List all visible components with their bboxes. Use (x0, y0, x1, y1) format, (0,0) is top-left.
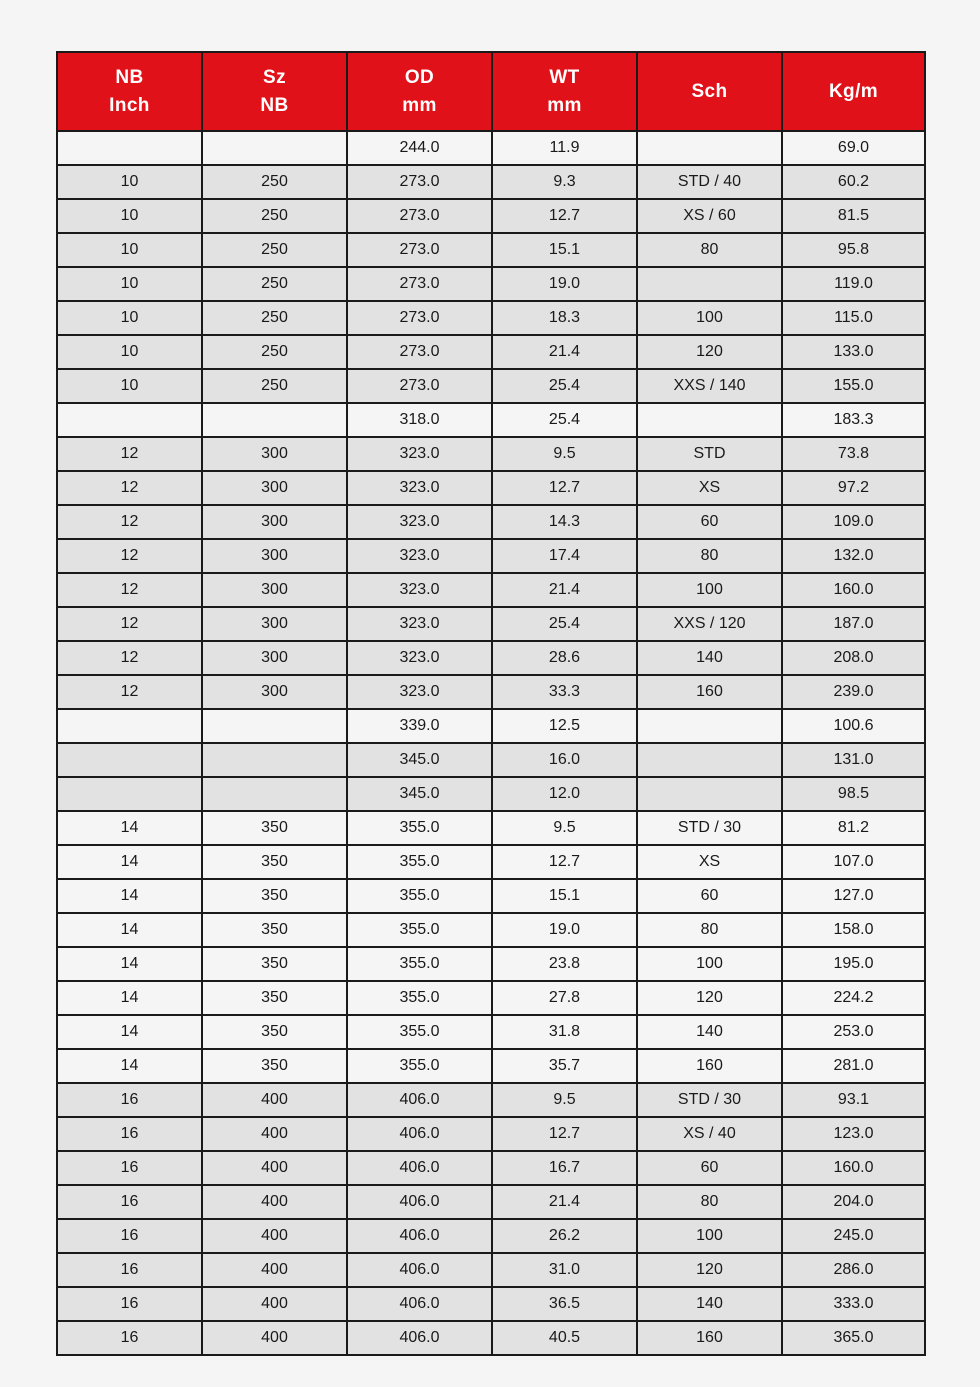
cell-wt_mm: 11.9 (492, 131, 637, 165)
cell-kg_m: 239.0 (782, 675, 925, 709)
cell-od_mm: 355.0 (347, 879, 492, 913)
cell-od_mm: 323.0 (347, 573, 492, 607)
cell-wt_mm: 15.1 (492, 233, 637, 267)
cell-kg_m: 286.0 (782, 1253, 925, 1287)
cell-wt_mm: 31.0 (492, 1253, 637, 1287)
cell-kg_m: 333.0 (782, 1287, 925, 1321)
cell-wt_mm: 25.4 (492, 607, 637, 641)
cell-kg_m: 123.0 (782, 1117, 925, 1151)
cell-od_mm: 323.0 (347, 505, 492, 539)
column-header-line1: WT (549, 66, 580, 88)
cell-wt_mm: 9.3 (492, 165, 637, 199)
table-row (57, 437, 925, 471)
table-row (57, 913, 925, 947)
cell-od_mm: 355.0 (347, 1015, 492, 1049)
cell-sz_nb: 350 (202, 1015, 347, 1049)
cell-kg_m: 187.0 (782, 607, 925, 641)
table-row (57, 675, 925, 709)
table-row (57, 709, 925, 743)
cell-sz_nb: 400 (202, 1083, 347, 1117)
table-row (57, 1219, 925, 1253)
cell-sch: 80 (637, 913, 782, 947)
cell-nb_inch (57, 777, 202, 811)
cell-sz_nb: 350 (202, 879, 347, 913)
cell-sz_nb: 250 (202, 369, 347, 403)
column-header-sz_nb (202, 52, 347, 131)
cell-sz_nb: 300 (202, 675, 347, 709)
cell-kg_m: 107.0 (782, 845, 925, 879)
cell-nb_inch: 14 (57, 947, 202, 981)
table-row (57, 743, 925, 777)
cell-od_mm: 273.0 (347, 165, 492, 199)
cell-od_mm: 406.0 (347, 1321, 492, 1355)
cell-sz_nb (202, 131, 347, 165)
table-row (57, 301, 925, 335)
cell-sch: 80 (637, 539, 782, 573)
table-row (57, 777, 925, 811)
cell-od_mm: 273.0 (347, 233, 492, 267)
column-header-line1: OD (404, 66, 435, 88)
cell-sch (637, 267, 782, 301)
cell-od_mm: 406.0 (347, 1117, 492, 1151)
cell-kg_m: 195.0 (782, 947, 925, 981)
cell-kg_m: 132.0 (782, 539, 925, 573)
cell-sz_nb (202, 403, 347, 437)
cell-wt_mm: 33.3 (492, 675, 637, 709)
cell-sz_nb: 400 (202, 1287, 347, 1321)
cell-wt_mm: 9.5 (492, 437, 637, 471)
cell-wt_mm: 27.8 (492, 981, 637, 1015)
cell-nb_inch: 10 (57, 369, 202, 403)
column-header-line2: mm (547, 94, 582, 116)
cell-sz_nb: 400 (202, 1117, 347, 1151)
table-row (57, 811, 925, 845)
column-header-wt_mm (492, 52, 637, 131)
cell-sch: 160 (637, 1049, 782, 1083)
cell-sch: XXS / 140 (637, 369, 782, 403)
cell-nb_inch: 16 (57, 1083, 202, 1117)
cell-sch: 120 (637, 981, 782, 1015)
cell-wt_mm: 19.0 (492, 913, 637, 947)
column-header-line2: mm (402, 94, 437, 116)
cell-nb_inch: 10 (57, 267, 202, 301)
cell-od_mm: 273.0 (347, 301, 492, 335)
table-row (57, 879, 925, 913)
cell-sz_nb: 300 (202, 641, 347, 675)
table-row (57, 403, 925, 437)
cell-nb_inch: 12 (57, 437, 202, 471)
cell-od_mm: 318.0 (347, 403, 492, 437)
cell-sz_nb (202, 709, 347, 743)
cell-nb_inch: 14 (57, 1049, 202, 1083)
cell-nb_inch: 10 (57, 301, 202, 335)
cell-sz_nb: 400 (202, 1321, 347, 1355)
cell-wt_mm: 15.1 (492, 879, 637, 913)
cell-kg_m: 109.0 (782, 505, 925, 539)
cell-od_mm: 355.0 (347, 947, 492, 981)
cell-sch: STD / 40 (637, 165, 782, 199)
cell-wt_mm: 18.3 (492, 301, 637, 335)
table-row (57, 165, 925, 199)
cell-od_mm: 273.0 (347, 267, 492, 301)
cell-od_mm: 323.0 (347, 607, 492, 641)
cell-od_mm: 406.0 (347, 1083, 492, 1117)
cell-sch (637, 403, 782, 437)
table-row (57, 1287, 925, 1321)
cell-sch: 120 (637, 335, 782, 369)
cell-wt_mm: 31.8 (492, 1015, 637, 1049)
cell-sch: XS (637, 845, 782, 879)
cell-sch: 60 (637, 1151, 782, 1185)
cell-wt_mm: 9.5 (492, 1083, 637, 1117)
table-row (57, 267, 925, 301)
cell-sch: 60 (637, 879, 782, 913)
table-row (57, 471, 925, 505)
cell-wt_mm: 35.7 (492, 1049, 637, 1083)
cell-sz_nb: 350 (202, 845, 347, 879)
cell-sz_nb: 250 (202, 267, 347, 301)
cell-sz_nb: 300 (202, 573, 347, 607)
cell-sch (637, 743, 782, 777)
cell-nb_inch (57, 403, 202, 437)
cell-sch: XS / 40 (637, 1117, 782, 1151)
cell-kg_m: 115.0 (782, 301, 925, 335)
pipe-dimensions-table-container (56, 51, 924, 1356)
cell-kg_m: 160.0 (782, 573, 925, 607)
cell-sch (637, 777, 782, 811)
cell-od_mm: 345.0 (347, 777, 492, 811)
table-row (57, 1083, 925, 1117)
cell-kg_m: 158.0 (782, 913, 925, 947)
cell-nb_inch: 16 (57, 1117, 202, 1151)
cell-kg_m: 60.2 (782, 165, 925, 199)
table-row (57, 1049, 925, 1083)
cell-kg_m: 97.2 (782, 471, 925, 505)
cell-kg_m: 73.8 (782, 437, 925, 471)
cell-kg_m: 204.0 (782, 1185, 925, 1219)
table-header-row (57, 52, 925, 131)
cell-wt_mm: 9.5 (492, 811, 637, 845)
cell-wt_mm: 19.0 (492, 267, 637, 301)
cell-kg_m: 100.6 (782, 709, 925, 743)
table-row (57, 505, 925, 539)
cell-kg_m: 131.0 (782, 743, 925, 777)
table-row (57, 1253, 925, 1287)
cell-nb_inch: 10 (57, 199, 202, 233)
table-row (57, 947, 925, 981)
cell-od_mm: 323.0 (347, 471, 492, 505)
cell-od_mm: 323.0 (347, 675, 492, 709)
cell-nb_inch (57, 743, 202, 777)
cell-sz_nb (202, 743, 347, 777)
cell-sch: 160 (637, 1321, 782, 1355)
table-row (57, 845, 925, 879)
cell-sz_nb: 350 (202, 981, 347, 1015)
cell-wt_mm: 25.4 (492, 369, 637, 403)
cell-od_mm: 355.0 (347, 913, 492, 947)
cell-sch: STD / 30 (637, 811, 782, 845)
cell-od_mm: 323.0 (347, 641, 492, 675)
cell-od_mm: 244.0 (347, 131, 492, 165)
cell-nb_inch: 10 (57, 165, 202, 199)
column-header-od_mm (347, 52, 492, 131)
cell-od_mm: 406.0 (347, 1151, 492, 1185)
cell-wt_mm: 14.3 (492, 505, 637, 539)
cell-wt_mm: 21.4 (492, 335, 637, 369)
table-row (57, 607, 925, 641)
cell-nb_inch: 12 (57, 471, 202, 505)
cell-nb_inch: 16 (57, 1185, 202, 1219)
table-row (57, 1015, 925, 1049)
cell-sch (637, 131, 782, 165)
cell-sch: XXS / 120 (637, 607, 782, 641)
table-row (57, 641, 925, 675)
table-body (57, 131, 925, 1355)
cell-sz_nb: 400 (202, 1253, 347, 1287)
cell-od_mm: 323.0 (347, 539, 492, 573)
cell-nb_inch: 12 (57, 539, 202, 573)
cell-sch: 120 (637, 1253, 782, 1287)
cell-sch: XS (637, 471, 782, 505)
cell-od_mm: 273.0 (347, 335, 492, 369)
cell-od_mm: 273.0 (347, 199, 492, 233)
cell-sz_nb: 300 (202, 505, 347, 539)
cell-od_mm: 345.0 (347, 743, 492, 777)
cell-nb_inch: 14 (57, 811, 202, 845)
cell-nb_inch: 12 (57, 641, 202, 675)
cell-wt_mm: 21.4 (492, 573, 637, 607)
cell-od_mm: 406.0 (347, 1287, 492, 1321)
table-row (57, 335, 925, 369)
cell-od_mm: 355.0 (347, 981, 492, 1015)
cell-sz_nb: 300 (202, 471, 347, 505)
table-row (57, 1117, 925, 1151)
cell-kg_m: 69.0 (782, 131, 925, 165)
cell-nb_inch: 12 (57, 607, 202, 641)
cell-sch: 100 (637, 1219, 782, 1253)
cell-kg_m: 81.2 (782, 811, 925, 845)
cell-nb_inch: 16 (57, 1287, 202, 1321)
cell-wt_mm: 12.7 (492, 1117, 637, 1151)
cell-od_mm: 406.0 (347, 1219, 492, 1253)
cell-sch: 80 (637, 233, 782, 267)
cell-sz_nb: 250 (202, 199, 347, 233)
cell-wt_mm: 21.4 (492, 1185, 637, 1219)
cell-sch: STD / 30 (637, 1083, 782, 1117)
cell-sch: 140 (637, 1287, 782, 1321)
cell-sch: 140 (637, 1015, 782, 1049)
cell-kg_m: 81.5 (782, 199, 925, 233)
table-row (57, 131, 925, 165)
cell-wt_mm: 17.4 (492, 539, 637, 573)
column-header-line2: NB (260, 94, 289, 116)
cell-nb_inch: 12 (57, 573, 202, 607)
cell-od_mm: 355.0 (347, 1049, 492, 1083)
cell-wt_mm: 12.7 (492, 199, 637, 233)
table-row (57, 1185, 925, 1219)
cell-kg_m: 208.0 (782, 641, 925, 675)
cell-wt_mm: 12.5 (492, 709, 637, 743)
cell-nb_inch: 12 (57, 505, 202, 539)
cell-sz_nb: 350 (202, 811, 347, 845)
cell-sch: XS / 60 (637, 199, 782, 233)
column-header-line1: Sch (691, 80, 728, 102)
cell-wt_mm: 23.8 (492, 947, 637, 981)
cell-kg_m: 245.0 (782, 1219, 925, 1253)
cell-sch: 100 (637, 573, 782, 607)
cell-nb_inch: 12 (57, 675, 202, 709)
cell-sch: 160 (637, 675, 782, 709)
cell-sch: 100 (637, 301, 782, 335)
cell-sz_nb: 300 (202, 539, 347, 573)
cell-wt_mm: 28.6 (492, 641, 637, 675)
cell-nb_inch: 14 (57, 879, 202, 913)
cell-wt_mm: 12.7 (492, 845, 637, 879)
cell-sz_nb: 250 (202, 165, 347, 199)
table-row (57, 573, 925, 607)
cell-od_mm: 355.0 (347, 811, 492, 845)
cell-od_mm: 273.0 (347, 369, 492, 403)
cell-nb_inch: 14 (57, 981, 202, 1015)
cell-sz_nb: 400 (202, 1151, 347, 1185)
column-header-line1: Sz (263, 66, 286, 88)
cell-sz_nb: 350 (202, 947, 347, 981)
cell-kg_m: 93.1 (782, 1083, 925, 1117)
cell-nb_inch: 16 (57, 1219, 202, 1253)
cell-kg_m: 133.0 (782, 335, 925, 369)
cell-sz_nb: 300 (202, 437, 347, 471)
cell-kg_m: 119.0 (782, 267, 925, 301)
table-row (57, 369, 925, 403)
table-header (57, 52, 925, 131)
cell-wt_mm: 12.0 (492, 777, 637, 811)
table-row (57, 233, 925, 267)
column-header-line1: Kg/m (828, 80, 879, 102)
cell-wt_mm: 40.5 (492, 1321, 637, 1355)
cell-sz_nb: 400 (202, 1219, 347, 1253)
cell-kg_m: 95.8 (782, 233, 925, 267)
cell-od_mm: 355.0 (347, 845, 492, 879)
column-header-line1: NB (115, 66, 144, 88)
cell-sz_nb (202, 777, 347, 811)
table-row (57, 199, 925, 233)
cell-nb_inch: 10 (57, 335, 202, 369)
cell-nb_inch (57, 131, 202, 165)
cell-sz_nb: 350 (202, 1049, 347, 1083)
cell-kg_m: 155.0 (782, 369, 925, 403)
cell-sz_nb: 250 (202, 233, 347, 267)
pipe-dimensions-table (56, 51, 926, 1356)
cell-nb_inch: 14 (57, 845, 202, 879)
cell-kg_m: 98.5 (782, 777, 925, 811)
cell-od_mm: 406.0 (347, 1253, 492, 1287)
cell-sz_nb: 250 (202, 335, 347, 369)
cell-wt_mm: 16.0 (492, 743, 637, 777)
cell-sch: 100 (637, 947, 782, 981)
cell-sch: STD (637, 437, 782, 471)
cell-wt_mm: 12.7 (492, 471, 637, 505)
cell-od_mm: 406.0 (347, 1185, 492, 1219)
cell-sz_nb: 400 (202, 1185, 347, 1219)
column-header-sch (637, 52, 782, 131)
cell-nb_inch: 16 (57, 1151, 202, 1185)
cell-nb_inch: 10 (57, 233, 202, 267)
cell-od_mm: 323.0 (347, 437, 492, 471)
cell-sz_nb: 300 (202, 607, 347, 641)
cell-wt_mm: 25.4 (492, 403, 637, 437)
table-row (57, 1321, 925, 1355)
cell-nb_inch: 16 (57, 1253, 202, 1287)
table-row (57, 981, 925, 1015)
column-header-line2: Inch (109, 94, 150, 116)
cell-kg_m: 253.0 (782, 1015, 925, 1049)
cell-sch: 60 (637, 505, 782, 539)
cell-wt_mm: 16.7 (492, 1151, 637, 1185)
cell-wt_mm: 26.2 (492, 1219, 637, 1253)
cell-od_mm: 339.0 (347, 709, 492, 743)
table-row (57, 539, 925, 573)
table-row (57, 1151, 925, 1185)
cell-nb_inch: 14 (57, 1015, 202, 1049)
cell-sch: 140 (637, 641, 782, 675)
cell-nb_inch: 14 (57, 913, 202, 947)
cell-sz_nb: 250 (202, 301, 347, 335)
cell-sz_nb: 350 (202, 913, 347, 947)
cell-kg_m: 183.3 (782, 403, 925, 437)
column-header-nb_inch (57, 52, 202, 131)
column-header-kg_m (782, 52, 925, 131)
cell-nb_inch: 16 (57, 1321, 202, 1355)
cell-kg_m: 365.0 (782, 1321, 925, 1355)
cell-kg_m: 127.0 (782, 879, 925, 913)
cell-kg_m: 281.0 (782, 1049, 925, 1083)
cell-kg_m: 224.2 (782, 981, 925, 1015)
cell-wt_mm: 36.5 (492, 1287, 637, 1321)
cell-kg_m: 160.0 (782, 1151, 925, 1185)
cell-sch (637, 709, 782, 743)
cell-nb_inch (57, 709, 202, 743)
cell-sch: 80 (637, 1185, 782, 1219)
